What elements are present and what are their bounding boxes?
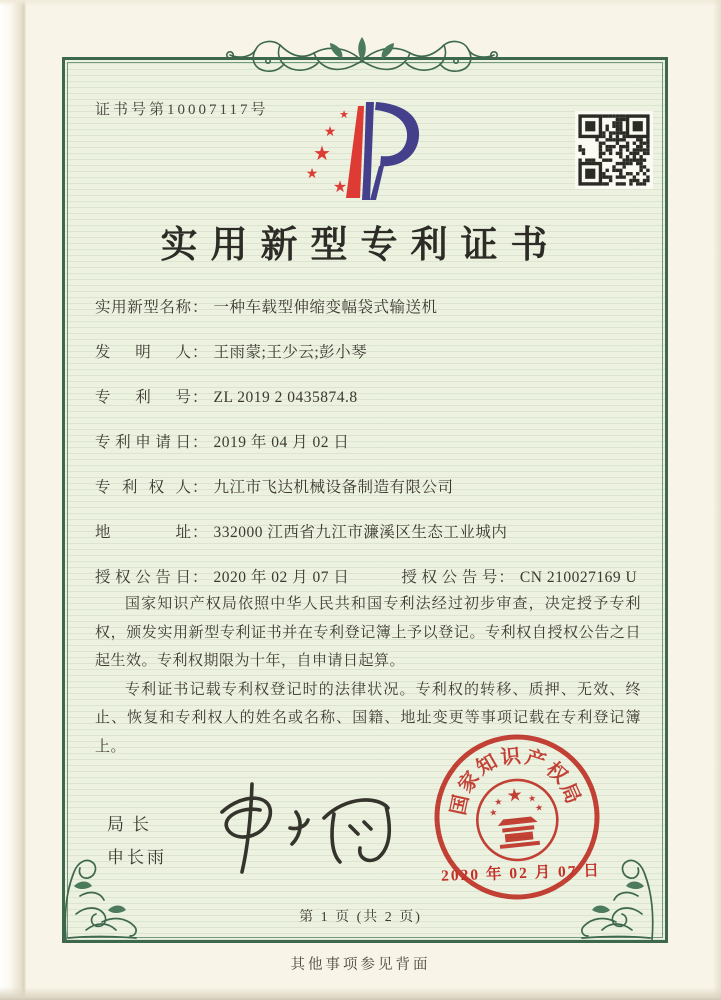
handwritten-signature bbox=[198, 778, 413, 878]
field-value: 王雨蒙;王少云;彭小琴 bbox=[213, 344, 368, 361]
field-label: 专利权人 bbox=[95, 479, 191, 496]
field-label: 实用新型名称 bbox=[95, 299, 191, 316]
field-label: 专利申请日 bbox=[95, 434, 191, 451]
svg-text:产: 产 bbox=[522, 746, 549, 774]
scan-edge-top bbox=[0, 0, 721, 6]
seal-date: 2020 年 02 月 07 日 bbox=[440, 862, 602, 885]
field-value: CN 210027169 U bbox=[519, 569, 638, 586]
svg-text:识: 识 bbox=[499, 745, 522, 770]
field-row-grant: 授权公告日： 2020 年 02 月 07 日 授权公告号： CN 210027169 U bbox=[95, 567, 655, 612]
svg-text:局: 局 bbox=[555, 779, 585, 808]
svg-text:国: 国 bbox=[447, 792, 474, 818]
svg-text:★: ★ bbox=[527, 792, 537, 804]
field-row-patentee: 专利权人： 九江市飞达机械设备制造有限公司 bbox=[95, 477, 655, 522]
svg-text:★: ★ bbox=[313, 143, 331, 165]
certificate-number: 证书号第10007117号 bbox=[95, 102, 269, 118]
field-value: 九江市飞达机械设备制造有限公司 bbox=[213, 479, 454, 496]
field-label: 地址 bbox=[95, 524, 191, 541]
svg-text:★: ★ bbox=[339, 109, 349, 121]
field-label: 发明人 bbox=[95, 344, 191, 361]
field-value: 2020 年 02 月 07 日 bbox=[213, 569, 350, 586]
qr-code bbox=[575, 111, 653, 189]
commissioner-title: 局长 bbox=[107, 815, 157, 834]
svg-text:权: 权 bbox=[541, 758, 572, 789]
field-row-filing-date: 专利申请日： 2019 年 04 月 02 日 bbox=[95, 432, 655, 477]
back-side-note: 其他事项参见背面 bbox=[290, 957, 431, 973]
page-number: 第 1 页 (共 2 页) bbox=[299, 910, 422, 925]
svg-text:★: ★ bbox=[332, 179, 348, 196]
field-row-address: 地址： 332000 江西省九江市濂溪区生态工业城内 bbox=[95, 522, 655, 567]
svg-text:★: ★ bbox=[305, 167, 319, 182]
field-row-patent-number: 专利号： ZL 2019 2 0435874.8 bbox=[95, 387, 655, 432]
logo-p-shape bbox=[362, 102, 419, 200]
seal-national-emblem bbox=[473, 776, 561, 864]
field-label: 专利号 bbox=[95, 389, 191, 406]
scan-edge-left bbox=[0, 0, 26, 1000]
certificate-title: 实用新型专利证书 bbox=[160, 225, 561, 266]
legal-paragraph-1: 国家知识产权局依照中华人民共和国专利法经过初步审查，决定授予专利权，颁发实用新型专利证书并在专利登记簿上予以登记。专利权自授权公告之日起生效。专利权期限为十年，自申请日起算。 bbox=[95, 596, 641, 669]
commissioner-name: 申长雨 bbox=[107, 848, 167, 867]
scan-edge-right bbox=[713, 0, 721, 1000]
svg-text:★: ★ bbox=[488, 807, 498, 818]
field-value: ZL 2019 2 0435874.8 bbox=[213, 389, 358, 406]
svg-text:家: 家 bbox=[454, 767, 485, 797]
field-label: 授权公告日 bbox=[95, 569, 191, 586]
field-value: 2019 年 04 月 02 日 bbox=[213, 434, 350, 451]
scan-edge-bottom bbox=[0, 987, 721, 1000]
svg-text:★: ★ bbox=[323, 125, 337, 140]
field-row-inventors: 发明人： 王雨蒙;王少云;彭小琴 bbox=[95, 342, 655, 387]
svg-text:★: ★ bbox=[534, 802, 544, 814]
svg-text:★: ★ bbox=[505, 784, 524, 806]
top-garland-ornament bbox=[168, 31, 556, 85]
field-list bbox=[95, 297, 655, 612]
legal-paragraph-2: 专利证书记载专利权登记时的法律状况。专利权的转移、质押、无效、终止、恢复和专利权人的姓名或名称、国籍、地址变更等事项记载在专利登记簿上。 bbox=[95, 681, 641, 755]
cnipa-logo bbox=[300, 100, 440, 204]
field-row-name: 实用新型名称： 一种车载型伸缩变幅袋式输送机 bbox=[95, 297, 655, 342]
field-value: 332000 江西省九江市濂溪区生态工业城内 bbox=[213, 524, 508, 541]
logo-stars bbox=[306, 109, 349, 196]
svg-text:★: ★ bbox=[493, 796, 503, 808]
svg-text:知: 知 bbox=[472, 750, 502, 780]
field-label: 授权公告号 bbox=[401, 569, 498, 586]
field-value: 一种车载型伸缩变幅袋式输送机 bbox=[213, 299, 438, 316]
